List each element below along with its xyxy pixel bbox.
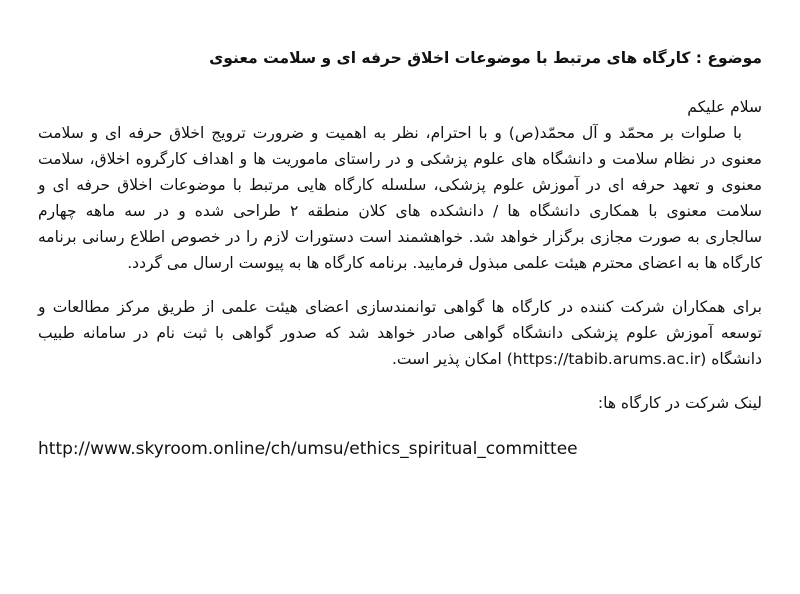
paragraph-spacer	[38, 372, 762, 390]
paragraph-2-line: توسعه آموزش علوم پزشکی دانشگاه گواهی صادر خواهد شد که صدور گواهی با ثبت نام در سامانه طبیب	[38, 324, 762, 342]
paragraph-2	[38, 294, 762, 372]
paragraph-2-line: برای همکاران شرکت کننده در کارگاه ها گواهی توانمندسازی اعضای هیئت علمی از طریق مرکز مطالعات و	[38, 298, 762, 316]
letter-page	[38, 46, 762, 462]
paragraph-1-line: سالجاری به صورت مجازی برگزار خواهد شد. خواهشمند است دستورات لازم را در خصوص اطلاع رسانی برنامه	[38, 228, 762, 246]
paragraph-1-line: معنوی و تعهد حرفه ای در آموزش علوم پزشکی، سلسله کارگاه هایی مرتبط با موضوعات اخلاق حرفه ای و	[38, 176, 762, 194]
paragraph-1	[38, 120, 762, 276]
paragraph-1-line: کارگاه ها به اعضای محترم هیئت علمی مبذول فرمایید. برنامه کارگاه ها به پیوست ارسال می گردد.	[127, 254, 762, 272]
paragraph-2-line: دانشگاه (https://tabib.arums.ac.ir) امکان پذیر است.	[391, 350, 762, 368]
workshop-link[interactable]: http://www.skyroom.online/ch/umsu/ethics_spiritual_committee	[38, 439, 578, 459]
paragraph-1-line: سلامت معنوی با همکاری دانشگاه ها / دانشکده های کلان منطقه ۲ طراحی شده و در سه ماهه چهارم	[38, 202, 763, 220]
paragraph-1-line: معنوی در نظام سلامت و دانشگاه های علوم پزشکی و در راستای ماموریت ها و اهداف کارگروه اخلاق، سلامت	[38, 150, 762, 168]
subject-line: موضوع : کارگاه های مرتبط با موضوعات اخلاق حرفه ای و سلامت معنوی	[209, 49, 762, 67]
paragraph-spacer	[38, 276, 762, 294]
paragraph-1-line: با صلوات بر محمّد و آل محمّد(ص) و با احترام، نظر به اهمیت و ضرورت ترویج اخلاق حرفه ای و سلامت	[38, 124, 742, 142]
link-label: لینک شرکت در کارگاه ها:	[597, 394, 762, 412]
salutation: سلام علیکم	[687, 98, 762, 116]
